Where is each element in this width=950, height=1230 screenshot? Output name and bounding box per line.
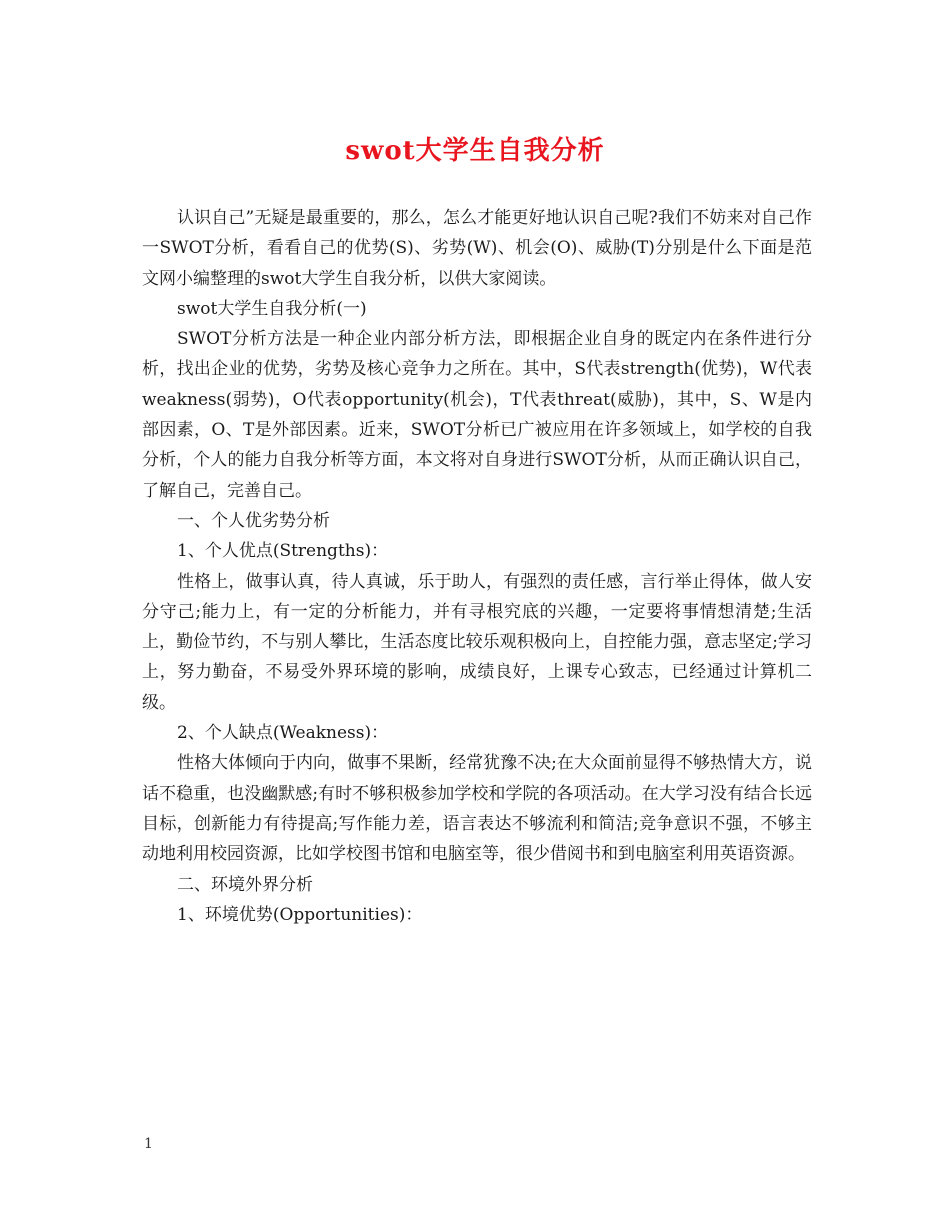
subsection-heading: 2、个人缺点(Weakness)： bbox=[177, 723, 389, 744]
intro-paragraph: 认识自己”无疑是最重要的，那么，怎么才能更好地认识自己呢?我们不妨来对自己作一SWOT分析，看看自己的优势(S)、劣势(W)、机会(O)、威胁(T)分别是什么下面是范文网小编整理的swot大学生自我分析，以供大家阅读。 bbox=[142, 208, 812, 289]
section-heading: 二、环境外界分析 bbox=[177, 874, 313, 895]
document-body bbox=[142, 203, 812, 930]
body-paragraph: 性格大体倾向于内向，做事不果断，经常犹豫不决;在大众面前显得不够热情大方，说话不稳重，也没幽默感;有时不够积极参加学校和学院的各项活动。在大学习没有结合长远目标，创新能力有待提高;写作能力差，语言表达不够流利和简洁;竞争意识不强，不够主动地利用校园资源，比如学校图书馆和电脑室等，很少借阅书和到电脑室利用英语资源。 bbox=[142, 753, 812, 865]
body-paragraph: SWOT分析方法是一种企业内部分析方法，即根据企业自身的既定内在条件进行分析，找出企业的优势，劣势及核心竞争力之所在。其中，S代表strength(优势)，W代表weakness(弱势)，O代表opportunity(机会)，T代表threat(威胁)，其中，S、W是内部因素，O、T是外部因素。近来，SWOT分析已广被应用在许多领域上，如学校的自我分析，个人的能力自我分析等方面，本文将对自身进行SWOT分析，从而正确认识自己，了解自己，完善自己。 bbox=[142, 329, 812, 501]
subsection-heading: 1、环境优势(Opportunities)： bbox=[177, 904, 423, 925]
subsection-heading: 1、个人优点(Strengths)： bbox=[177, 541, 389, 562]
section-heading: 一、个人优劣势分析 bbox=[177, 510, 330, 531]
page-title: swot大学生自我分析 bbox=[345, 136, 605, 166]
section-heading: swot大学生自我分析(一) bbox=[177, 298, 367, 319]
page-number: 1 bbox=[144, 1136, 153, 1152]
body-paragraph: 性格上，做事认真，待人真诚，乐于助人，有强烈的责任感，言行举止得体，做人安分守己;能力上，有一定的分析能力，并有寻根究底的兴趣，一定要将事情想清楚;生活上，勤俭节约，不与别人攀比，生活态度比较乐观积极向上，自控能力强，意志坚定;学习上，努力勤奋，不易受外界环境的影响，成绩良好，上课专心致志，已经通过计算机二级。 bbox=[142, 571, 812, 713]
